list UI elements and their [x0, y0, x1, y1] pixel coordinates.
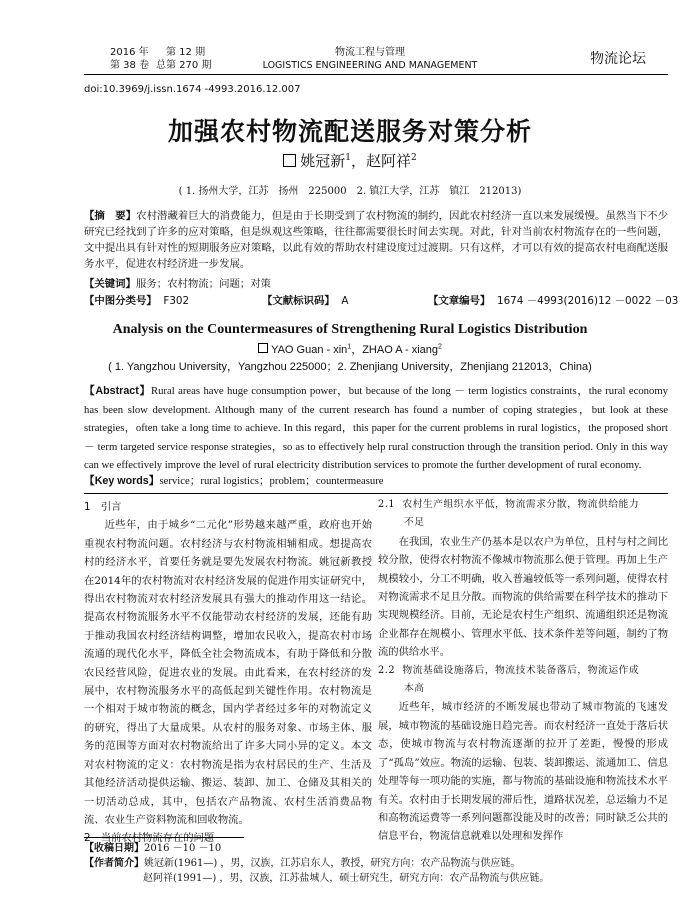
author-en-2: ZHAO A - xiang [362, 344, 439, 356]
author-sep: ， [350, 152, 366, 170]
abstract-zh-label: 【摘 要】 [84, 210, 137, 222]
art-label: 【文章编号】 [428, 295, 491, 307]
intro-paragraph: 近些年，由于城乡“二元化”形势越来越严重，政府也开始重视农村物流问题。农村经济与农村物流相辅相成。想提高农村的经济水平，首要任务就是要先发展农村物流。姚冠新教授在2014年的农村物流对农村经济发展的促进作用实证研究中，得出农村物流对农村经济发展具有强大的推动作用这一结论。提高农村物流服务水平不仅能带动农村经济的发展，还能有助于推动我国农村经济结构调整，增加农民收入，提高农村市场流通的现代化水平，降低全社会物流成本，有助于降低和分散农民经营风险，促进农业的发展。由此看来，在农村经济的发展中，农村物流服务水平的高低起到关键性作用。农村物流是一个相对于城市物流的概念，国内学者经过多年的对物流定义的研究，得出了大量成果。从农村的服务对象、市场主体、服务的范围等方面对农村物流给出了许多大同小异的定义。本文对农村物流的定义：农村物流是指为农村居民的生产、生活及其他经济活动提供运输、搬运、装卸、加工、仓储及其相关的一切活动总成，其中，包括农产品物流、农村生活消费品物流、农业生产资料物流和回收物流。 [84, 519, 372, 826]
section-rule [84, 493, 668, 494]
author-box-icon [258, 343, 268, 353]
header-volume: 第 38 卷 [110, 60, 150, 71]
header-column: 物流论坛 [590, 51, 646, 67]
received-label: 【收稿日期】 [84, 843, 144, 854]
header-journal-cn: 物流工程与管理 [335, 47, 405, 58]
abstract-en [84, 382, 668, 475]
clc-value: F302 [163, 295, 190, 307]
footnote-received [84, 842, 668, 856]
doi: doi:10.3969/j.issn.1674 -4993.2016.12.007 [84, 84, 301, 95]
section-heading-intro: 1 引言 [84, 501, 122, 513]
author-box-icon [283, 154, 296, 167]
paragraph-2-2: 近些年，城市经济的不断发展也带动了城市物流的飞速发展，城市物流的基础设施日趋完善。而农村经济一直处于落后状态，使城市物流与农村物流逐渐的拉开了差距，慢慢的形成了“孤岛”效应。物流的运输、包装、装卸搬运、流通加工、信息处理等每一项功能的实施，都与物流的基础设施和物流技术水平有关。农村由于长期发展的滞后性，道路状况差，总运输力不足和高物流运费等一系列问题都没能及时的改善；同时缺乏公共的信息平台，物流信息就难以处理和发挥作 [378, 701, 668, 843]
subsection-2-1-title: 农村生产组织水平低，物流需求分散，物流供给能力 [402, 499, 640, 510]
paragraph-2-1: 在我国，农业生产仍基本是以农户为单位，且村与村之间比较分散，使得农村物流不像城市物流那么便于管理。再加上生产规模较小，分工不明确，收入普遍较低等一系列问题，使得农村对物流需求不足且分散。而物流的供给需要在科学技术的推动下实现规模经济。目前，无论是农村生产组织、流通组织还是物流企业都存在规模小、管理水平低、技术条件差等问题，制约了物流的供给水平。 [378, 535, 668, 659]
header-year: 2016 年 [110, 47, 149, 58]
doc-value: A [341, 295, 349, 307]
bio-text-1: 姚冠新(1961—) ，男，汉族，江苏启东人，教授，研究方向：农产品物流与供应链。 [144, 858, 521, 869]
authors-zh [0, 150, 700, 171]
author-2: 赵阿祥 [366, 152, 412, 170]
affiliation-zh: ( 1. 扬州大学，江苏 扬州 225000 2. 镇江大学，江苏 镇江 212013) [178, 186, 522, 197]
affiliation-en: ( 1. Yangzhou University，Yangzhou 225000；2. Zhenjiang University，Zhenjiang 212013，China) [108, 361, 592, 373]
subsection-2-2-title-cont: 本高 [404, 683, 425, 695]
art-value: 1674 －4993(2016)12 －0022 －03 [496, 295, 679, 307]
page-title: 加强农村物流配送服务对策分析 [167, 117, 532, 146]
keywords-zh [84, 275, 668, 290]
doc-code [262, 292, 348, 307]
authors-en [0, 341, 700, 357]
footnote-rule [84, 837, 244, 838]
subsection-heading-2-2 [378, 662, 668, 699]
received-date: 2016 －10 －10 [144, 843, 222, 854]
author-en-2-sup: 2 [438, 343, 442, 351]
abstract-en-text: Rural areas have huge consumption power，but because of the long － term logistics constraints，the rural economy has been slow development. Although many of the current research has found a number of coping strategies，but look at these strategies，often take a long time to achieve. In this regard，this paper for the current problems in rural logistics，the proposed short － term targeted service response strategies，so as to effectively help rural construction through the transition period. Only in this way can we effectively improve the level of rural electricity distribution services to promote the further development of rural economy. [84, 385, 669, 472]
author-1-sup: 1 [345, 153, 351, 163]
keywords-en [84, 473, 668, 488]
subsection-2-1-title-cont: 不足 [404, 517, 425, 529]
keywords-zh-text: 服务；农村物流；问题；对策 [135, 278, 272, 290]
keywords-en-text: service；rural logistics；problem；countermeasure [159, 475, 384, 487]
body-left-column [84, 498, 372, 848]
body-right-column [378, 496, 668, 846]
keywords-en-label: 【Key words】 [84, 475, 160, 487]
subsection-2-2-number: 2.2 [378, 664, 396, 676]
header-issue: 第 12 期 [166, 47, 206, 58]
author-en-1-sup: 1 [347, 343, 352, 351]
bio-label: 【作者简介】 [84, 858, 144, 869]
abstract-en-label: 【Abstract】 [84, 385, 151, 397]
author-en-sep: ， [351, 344, 363, 356]
footnote-bio-1 [84, 857, 668, 871]
keywords-zh-label: 【关键词】 [84, 278, 136, 290]
clc-number [84, 292, 189, 307]
header-journal-en: LOGISTICS ENGINEERING AND MANAGEMENT [262, 60, 478, 71]
abstract-zh-text: 农村潜藏着巨大的消费能力，但是由于长期受到了农村物流的制约，因此农村经济一直以来发展缓慢。虽然当下不少研究已经找到了许多的应对策略，但是纵观这些策略，往往都需要很长时间去实现。对此，针对当前农村物流存在的一些问题，文中提出具有针对性的短期服务应对策略，以此有效的帮助农村建设度过过渡期。只有这样，才可以有效的提高农村电商配送服务水平，促进农村经济进一步发展。 [84, 210, 669, 270]
doc-label: 【文献标识码】 [262, 295, 335, 307]
subsection-2-2-title: 物流基础设施落后，物流技术装备落后，物流运作成 [402, 664, 640, 676]
header-rule [84, 74, 668, 75]
abstract-zh [84, 208, 668, 272]
author-2-sup: 2 [411, 153, 417, 163]
header-total-issue: 总第 270 期 [156, 60, 212, 71]
english-title: Analysis on the Countermeasures of Strengthening Rural Logistics Distribution [112, 322, 588, 337]
footnote-bio-2: 赵阿祥(1991—) ，男，汉族，江苏盐城人，硕士研究生，研究方向：农产品物流与供应链。 [143, 873, 550, 884]
author-1: 姚冠新 [300, 152, 346, 170]
subsection-heading-2-1 [378, 496, 668, 533]
subsection-2-1-number: 2.1 [378, 499, 396, 510]
clc-label: 【中图分类号】 [84, 295, 157, 307]
author-en-1: YAO Guan - xin [271, 344, 348, 356]
article-number [428, 292, 678, 307]
section-heading-problems: 2 当前农村物流存在的问题 [84, 832, 215, 845]
